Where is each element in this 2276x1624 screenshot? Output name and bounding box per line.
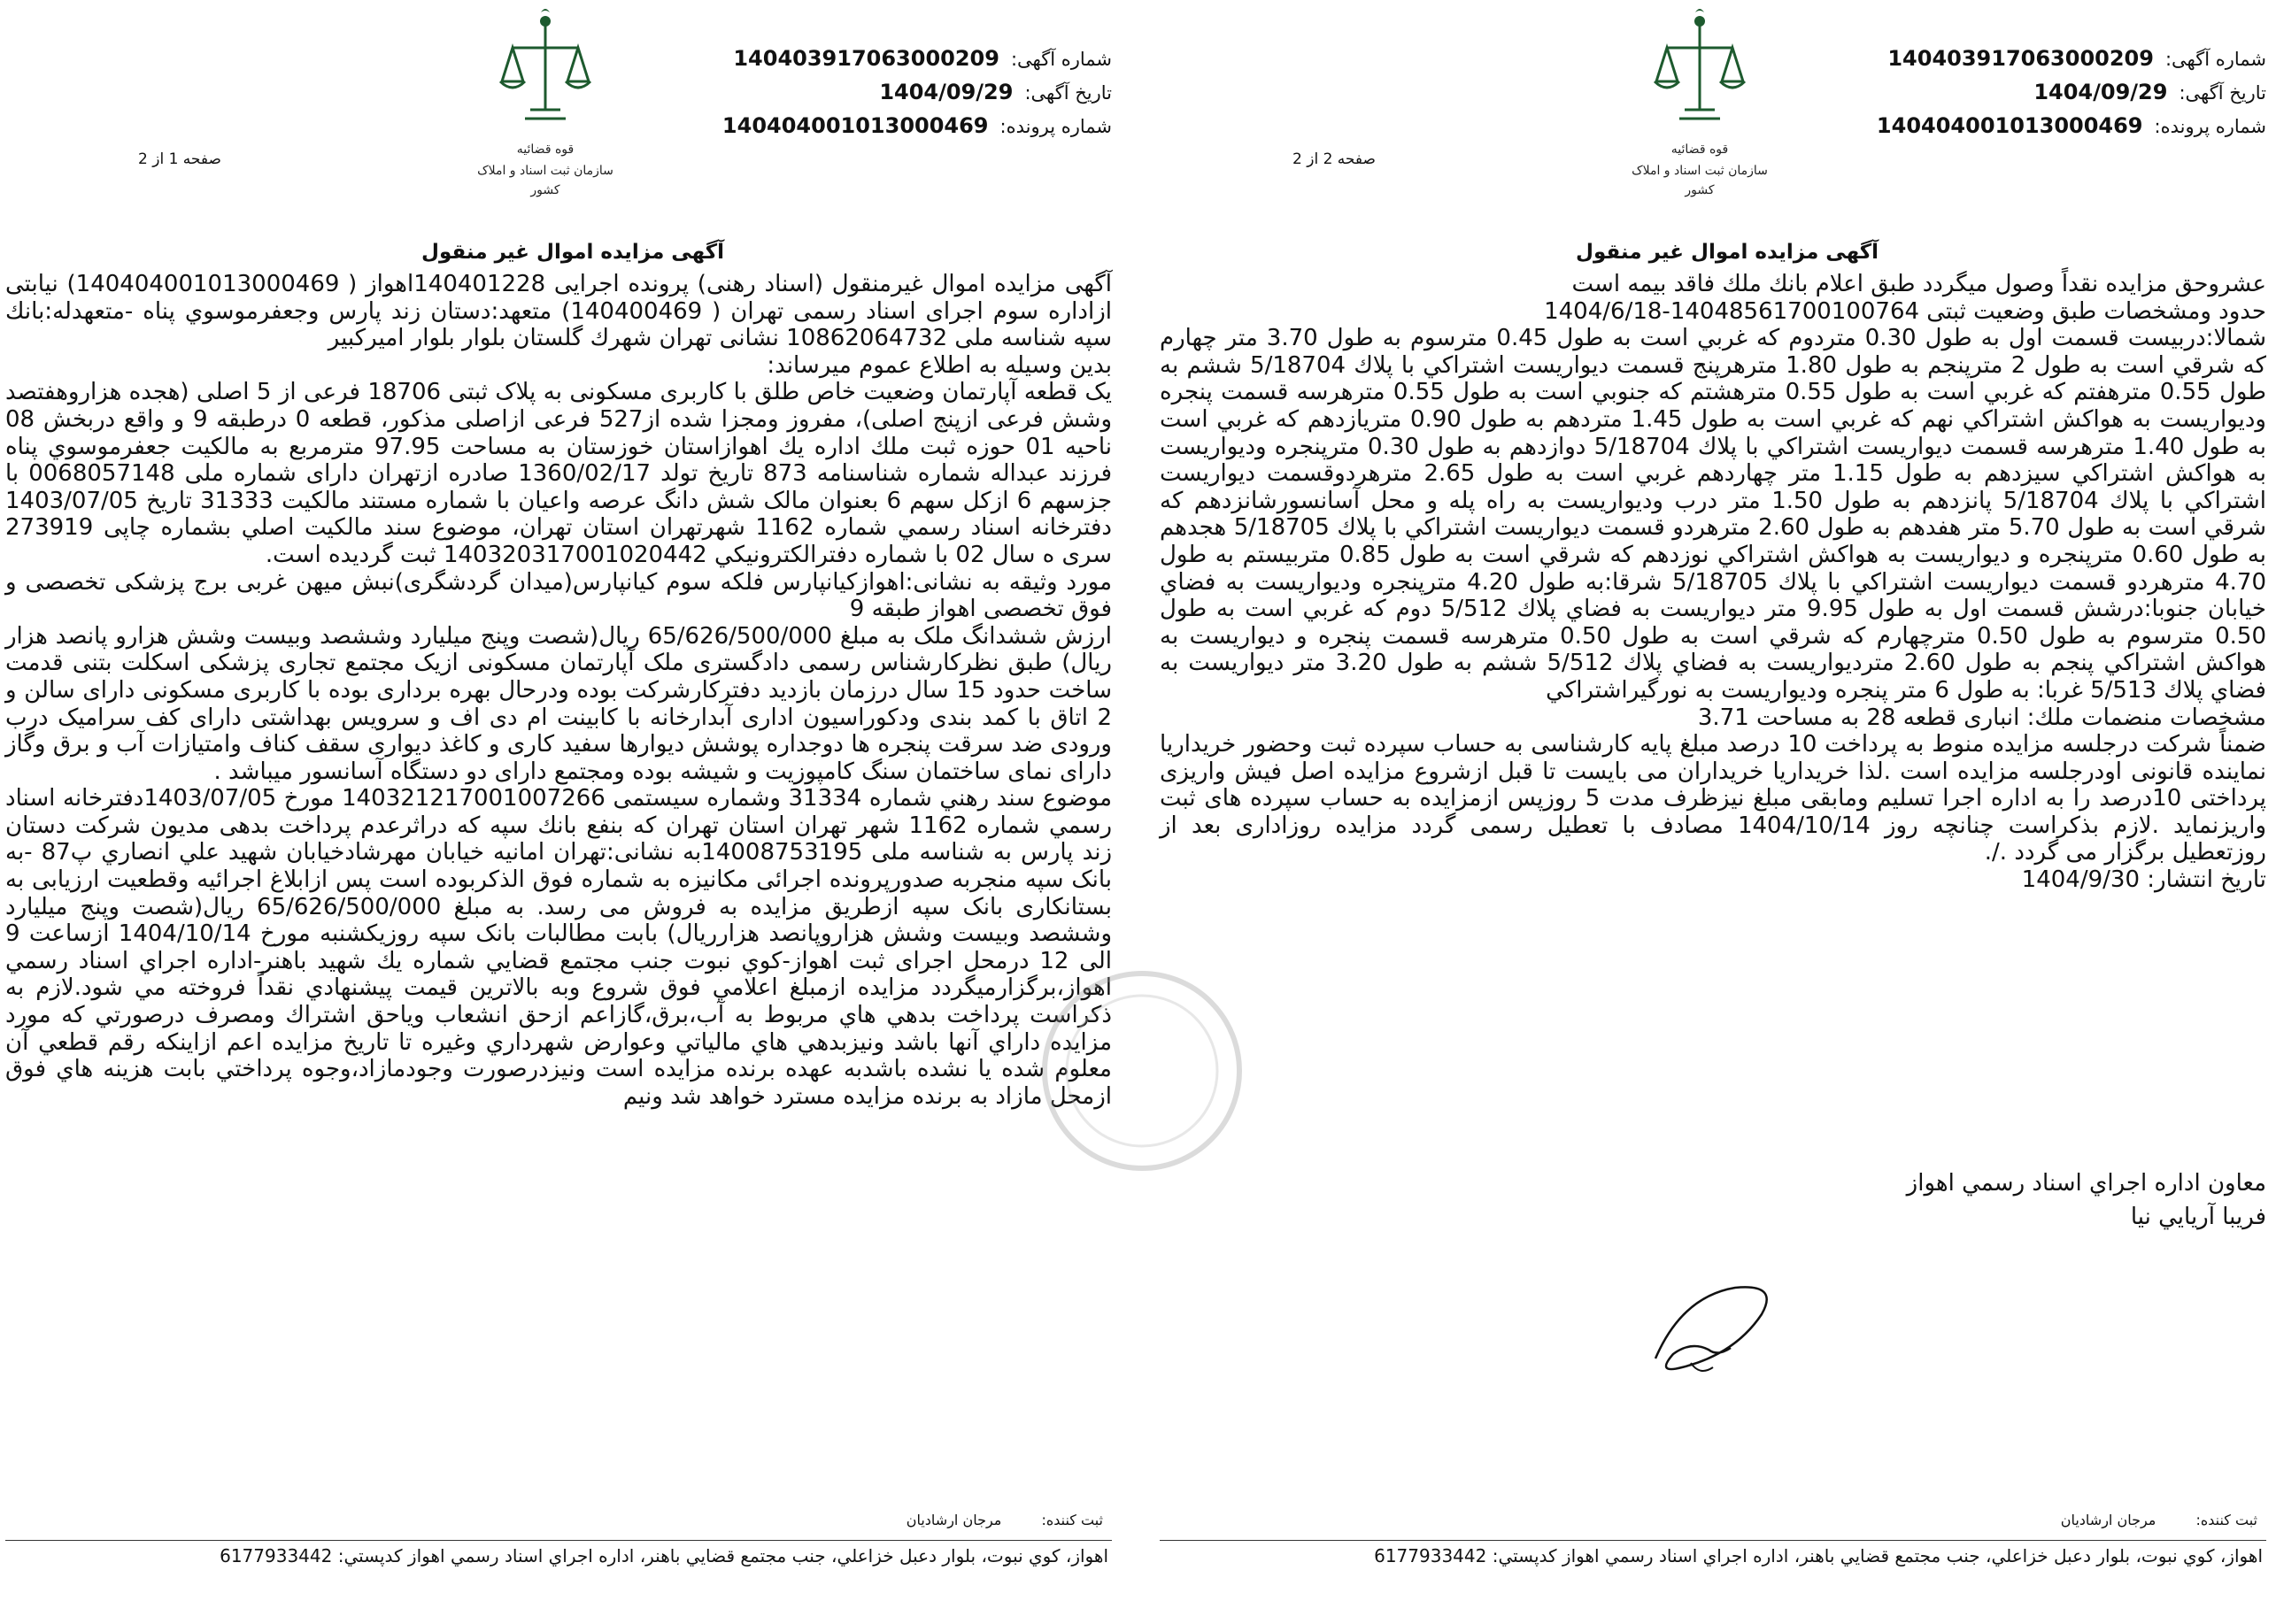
org-name: قوه قضائیه [516,142,575,157]
signoff-title: معاون اداره اجراي اسناد رسمي اهواز [1906,1170,2266,1197]
footer-divider [1160,1540,2266,1541]
ad-number: 140403917063000209 [1887,46,2154,71]
signoff-name: فريبا آريايي نيا [2130,1204,2266,1230]
document-page-1 [5,0,1112,1624]
org-subtitle: سازمان ثبت اسناد و املاک کشور [1632,164,1768,197]
ad-date-row [722,76,1112,110]
page-number: صفحه 1 از 2 [138,150,221,168]
ad-date-label: تاریخ آگهی: [2179,82,2266,104]
paragraph-notice: بدین وسیله به اطلاع عموم میرساند: [767,351,1112,379]
paragraph-boundaries-ref: حدود ومشخصات طبق وضعیت ثبتی 14048561700100764-1404/6/18 [1544,297,2266,325]
judiciary-emblem [1629,5,1771,200]
document-title: آگهی مزایده اموال غیر منقول [1576,241,1879,264]
registrant-label: ثبت کننده: [1041,1512,1103,1528]
paragraph-publish-date: تاریخ انتشار: 1404/9/30 [2021,866,2266,894]
page-number: صفحه 2 از 2 [1292,150,1376,168]
signoff-block [1907,1166,2266,1234]
case-number-row [1877,110,2266,143]
scales-of-justice-icon [497,5,594,138]
org-subtitle: سازمان ثبت اسناد و املاک کشور [477,164,613,197]
document-body [1160,271,2266,894]
document-title: آگهی مزایده اموال غیر منقول [421,241,725,264]
ad-date-label: تاریخ آگهی: [1024,82,1112,104]
registrant-name: مرجان ارشاديان [906,1512,1002,1528]
ad-number-label: شماره آگهی: [2164,49,2266,70]
registrant-label: ثبت کننده: [2195,1512,2257,1528]
paragraph-collateral-address: مورد وثیقه به نشانی:اهوازكيانپارس فلكه سوم كيانپارس(میدان گردشگری)نبش میهن غربی برج پزشکی تخصصی و فوق تخصصی اهواز طبقه 9 [5,568,1112,623]
paragraph-property: یک قطعه آپارتمان وضعیت خاص طلق با کاربری مسکونی به پلاک ثبتی 18706 فرعی از 5 اصلی (هجده هزاروهفتصد وشش فرعی ازپنج اصلی)، مفروز ومجزا شده از527 فرعی ازاصلی مذکور، قطعه 0 درطبقه 9 و واقع دربخش 08 ناحیه 01 حوزه ثبت ملك اداره يك اهوازاستان خوزستان به مساحت 97.95 مترمربع به مالکیت جعفرموسوي پناه فرزند عبداله شماره شناسنامه 873 تاریخ تولد 1360/02/17 صادره ازتهران دارای شماره ملی 0068057148 با جزسهم 6 ازكل سهم 6 بعنوان مالک شش دانگ عرصه واعیان با شماره مستند مالكيت 31333 تاریخ 1403/07/05 دفترخانه اسناد رسمي شماره 1162 شهرتهران استان تهران، موضوع سند مالکیت اصلي بشماره چاپی 273919 سری ه سال 02 با شماره دفترالكترونيكي 140320317001020442 ثبت گرديده است. [5,379,1113,568]
document-body [5,271,1112,1110]
document-page-2 [1160,0,2266,1624]
case-number-label: شماره پرونده: [2154,116,2266,137]
registrant-line [907,1512,1103,1528]
ad-date: 1404/09/29 [2033,80,2168,104]
ad-date: 1404/09/29 [879,80,1014,104]
paragraph-appurtenances: مشخصات منضمات ملك: انباری قطعه 28 به مساحت 3.71 [1697,704,2266,731]
ad-number-row [1877,42,2266,76]
case-number: 140404001013000469 [1876,113,2143,138]
case-number: 140404001013000469 [721,113,989,138]
case-number-row [722,110,1112,143]
handwritten-signature [1629,1279,1806,1397]
registrant-name: مرجان ارشاديان [2060,1512,2156,1528]
ad-number-label: شماره آگهی: [1010,49,1112,70]
paragraph-intro: آگهی مزایده اموال غیرمنقول (اسناد رهنی) پرونده اجرایی 140401228اهواز ( 140404001013000469) نیابتی ازاداره سوم اجرای اسناد رسمی تهران ( 140400469) متعهد:دستان زند پارس وجعفرموسوي پناه -متعهدله:بانك سپه شناسه ملی 10862064732 نشانی تهران شهرك گلستان بلوار بلوار اميركبير [5,271,1112,352]
ad-number-row [722,42,1112,76]
registrant-line [2061,1512,2257,1528]
org-name: قوه قضائیه [1670,142,1729,157]
paragraph-boundaries: شمالا:دربیست قسمت اول به طول 0.30 متردوم كه غربي است به طول 0.45 مترسوم به طول 3.70 متر چهارم كه شرقي است به طول 2 مترپنجم به طول 1.80 مترهرپنج قسمت ديواريست اشتراكي با پلاك 5/18704 ششم به طول 0.55 مترهفتم كه غربي است به طول 0.55 مترهشتم كه جنوبي است به طول 0.55 مترهرسه قسمت پنجره وديواريست به هواكش اشتراكي نهم كه غربي است به طول 1.45 متردهم به طول 0.90 متريازدهم كه غربي است به طول 1.40 مترهرسه قسمت ديواريست اشتراكي با پلاك 5/18704 دوازدهم به طول 0.30 مترپنجره وديواريست به هواكش اشتراكي سيزدهم به طول 1.15 متر چهاردهم غربي است به طول 2.65 مترهردوقسمت ديواريست اشتراكي با پلاك 5/18704 پانزدهم به طول 1.50 متر درب وديواريست به راه پله و محل آسانسورشانزدهم كه شرقي است به طول 5.70 متر هفدهم به طول 2.60 مترهردو قسمت ديواريست اشتراكي با پلاك 5/18705 هجدهم به طول 0.60 مترپنجره و ديواريست به هواكش اشتراكي نوزدهم كه شرقي است به طول 0.85 متربيستم به طول 4.70 مترهردو قسمت ديواريست اشتراكي با پلاك 5/18705 شرقا:به طول 4.20 مترپنجره وديواريست به فضاي خيابان جنوبا:درشش قسمت اول به طول 9.95 متر ديواريست به فضاي پلاك 5/512 دوم كه غربي است به طول 0.50 مترسوم به طول 0.50 مترچهارم كه شرقي است به طول 0.50 مترهرسه قسمت پنجره و ديواريست به هواكش اشتراكي پنجم به طول 2.60 متردیواريست به فضاي پلاك 5/512 ششم به طول 3.20 متر ديواريست به فضاي پلاك 5/513 غربا: به طول 6 متر پنجره وديواريست به نورگيراشتراكي [1160,325,2267,704]
watermark-stamp [1027,956,1257,1189]
ad-meta [1877,42,2266,143]
ad-meta [722,42,1112,143]
case-number-label: شماره پرونده: [999,116,1112,137]
paragraph-fees: عشروحق مزایده نقداً وصول میگردد طبق اعلام بانك ملك فاقد بیمه است [1571,271,2266,297]
judiciary-emblem [474,5,616,200]
paragraph-conditions: ضمناً شرکت درجلسه مزایده منوط به پرداخت 10 درصد مبلغ پایه کارشناسی به حساب سپرده ثبت وحضور خریداریا نماینده قانونی اودرجلسه مزایده است .لذا خریداریا خریداران می بایست تا قبل ازشروع مزایده اصل فیش واریزی پرداختی 10درصد را به اداره اجرا تسلیم ومابقی مبلغ نیزظرف مدت 5 روزپس ازمزایده به حساب سپرده های ثبت واریزنماید .لازم بذکراست چنانچه روز 1404/10/14 مصادف با تعطیل رسمی گردد مزایده روزاداری بعد از روزتعطیل برگزار می گردد ./. [1160,731,2267,866]
footer-address: اهواز، كوي نبوت، بلوار دعبل خزاعلي، جنب مجتمع قضايي باهنر، اداره اجراي اسناد رسمي اهواز كدپستي: 6177933442 [1374,1545,2263,1566]
paragraph-mortgage: موضوع سند رهني شماره 31334 وشماره سیستمی 140321217001007266 مورخ 1403/07/05دفترخانه اسناد رسمي شماره 1162 شهر تهران استان تهران که بنفع بانك سپه که دراثرعدم پرداخت بدهی مدیون شرکت دستان زند پارس به شناسه ملی 14008753195به نشانی:تهران امانیه خیابان مهرشادخيابان شهيد علي انصاري پ87 -به بانک سپه منجربه صدورپرونده اجرائی مکانیزه به شماره فوق الذکربوده است پس ازابلاغ اجرائیه وقطعیت ارزیابی به بستانکاری بانک سپه ازطریق مزایده به فروش می رسد. به مبلغ 65/626/500/000 ریال(شصت وپنج ميليارد وششصد وبيست وشش هزاروپانصد هزارريال) بابت مطالبات بانک سپه روزیکشنبه مورخ 1404/10/14 ازساعت 9 الی 12 درمحل اجرای ثبت اهواز-كوي نبوت جنب مجتمع قضايي شماره يك شهيد باهنر-اداره اجراي اسناد رسمي اهواز،برگزارمیگردد مزایده ازمبلغ اعلامي فوق شروع وبه بالاترین قیمت پیشنهادي نقداً فروخته مي شود.لازم به ذکراست پرداخت بدهي هاي مربوط به آب،برق،گازاعم ازحق انشعاب وياحق اشتراك ومصرف درصورتي كه مورد مزايده داراي آنها باشد ونيزبدهي هاي مالياتي وعوارض شهرداري وغيره تا تاريخ مزايده اعم ازاينكه رقم قطعي آن معلوم شده يا نشده باشدبه عهده برنده مزايده است ونيزدرصورت وجودمازاد،وجوه پرداختي بابت هزينه هاي فوق ازمحل مازاد به برنده مزايده مسترد خواهد شد ونيم [5,785,1113,1110]
ad-number: 140403917063000209 [733,46,999,71]
footer-address: اهواز، كوي نبوت، بلوار دعبل خزاعلي، جنب مجتمع قضايي باهنر، اداره اجراي اسناد رسمي اهواز كدپستي: 6177933442 [220,1545,1108,1566]
scales-of-justice-icon [1651,5,1748,138]
paragraph-valuation: ارزش ششدانگ ملک به مبلغ 65/626/500/000 ریال(شصت وپنج میلیارد وششصد وبیست وشش هزارو پانصد هزار ریال) طبق نظرکارشناس رسمی دادگستری ملک آپارتمان مسکونی ازیک مجتمع تجاری پزشکی اسکلت بتنی قدمت ساخت حدود 15 سال درزمان بازدید دفترکارشرکت بوده ودرحال بهره برداری بوده با کاربری مسکونی دارای سالن و 2 اتاق با کمد بندی ودکوراسیون اداری آبدارخانه با کابینت ام دی اف و سرویس بهداشتی دارای کف سرامیک درب ورودی ضد سرقت پنجره ها دوجداره پوشش دیوارها سفید کاری و کاغذ دیواری سقف کناف وامتیازات آب و برق وگاز دارای نمای ساختمان سنگ کامپوزیت و شیشه بوده ومجتمع دارای دو دستگاه آسانسور میباشد . [5,622,1112,785]
ad-date-row [1877,76,2266,110]
footer-divider [5,1540,1112,1541]
